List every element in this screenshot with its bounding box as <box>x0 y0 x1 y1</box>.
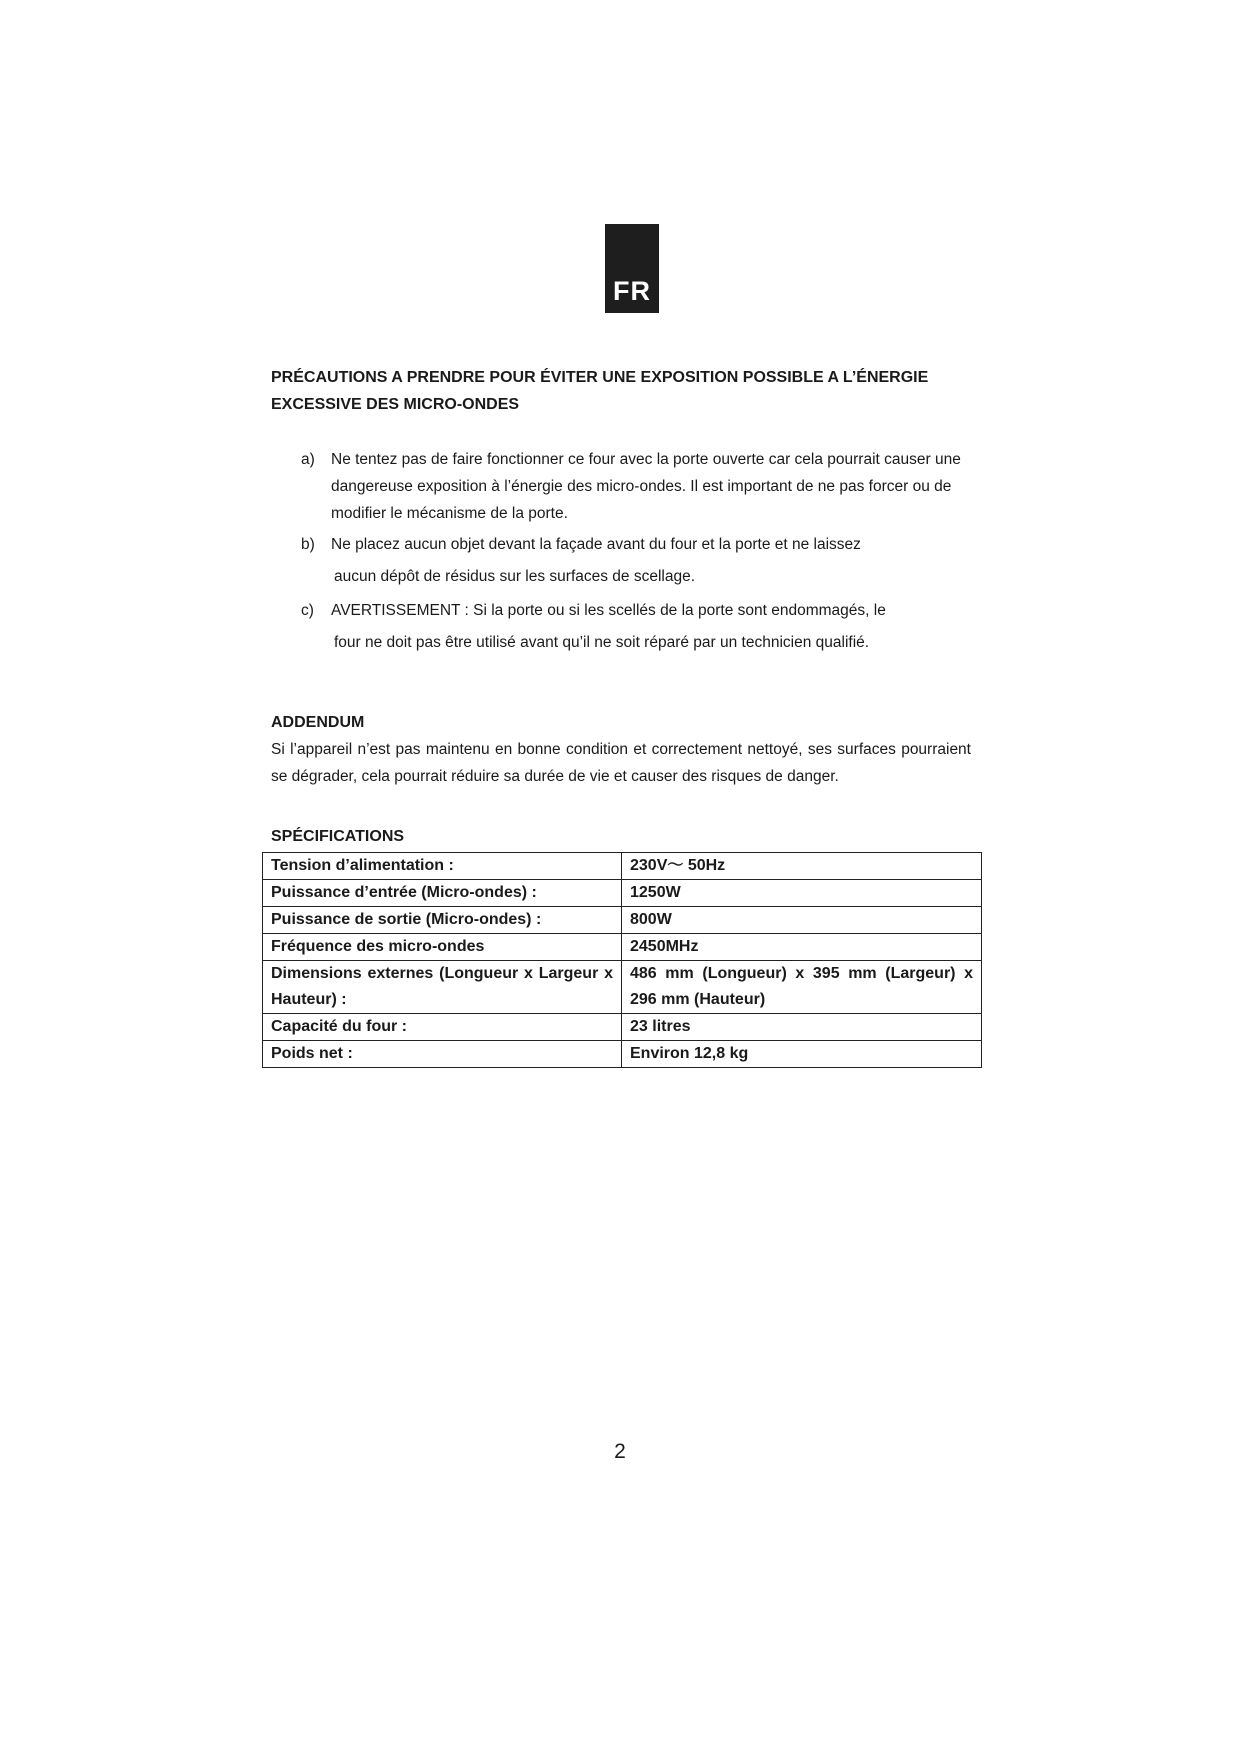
list-item-text-line1: AVERTISSEMENT : Si la porte ou si les scellés de la porte sont endommagés, le <box>331 602 886 619</box>
table-row <box>263 880 982 907</box>
list-item <box>271 529 971 593</box>
list-item-text: Ne tentez pas de faire fonctionner ce four avec la porte ouverte car cela pourrait causer une dangereuse exposition à l’énergie des micro-ondes. Il est important de ne pas forcer ou de modifier le mécanisme de la porte. <box>331 451 961 522</box>
list-item-marker: b) <box>301 536 315 553</box>
specifications-table <box>262 852 982 1068</box>
page-content <box>271 364 971 1068</box>
table-row <box>263 1041 982 1068</box>
table-row <box>263 907 982 934</box>
table-row <box>263 1014 982 1041</box>
addendum-title: ADDENDUM <box>271 714 365 731</box>
list-item-marker: a) <box>301 451 315 468</box>
spec-label: Puissance d’entrée (Micro-ondes) : <box>263 880 622 907</box>
language-badge: FR <box>605 224 659 313</box>
table-row <box>263 853 982 880</box>
spec-label: Capacité du four : <box>263 1014 622 1041</box>
list-item <box>271 446 971 527</box>
spec-value: 1250W <box>622 880 982 907</box>
spec-value: 800W <box>622 907 982 934</box>
spec-value: 23 litres <box>622 1014 982 1041</box>
spec-label: Fréquence des micro-ondes <box>263 934 622 961</box>
spec-value: 486 mm (Longueur) x 395 mm (Largeur) x 296 mm (Hauteur) <box>622 961 982 1014</box>
list-item-text-line2: four ne doit pas être utilisé avant qu’il ne soit réparé par un technicien qualifié. <box>334 634 870 651</box>
specifications-section <box>271 823 971 1068</box>
page-number: 2 <box>614 1440 626 1463</box>
spec-label: Tension d’alimentation : <box>263 853 622 880</box>
precautions-title-line2: EXCESSIVE DES MICRO-ONDES <box>271 396 520 413</box>
spec-label: Poids net : <box>263 1041 622 1068</box>
list-item-text-line1: Ne placez aucun objet devant la façade avant du four et la porte et ne laissez <box>331 536 861 553</box>
list-item <box>271 595 971 659</box>
precautions-title-line1: PRÉCAUTIONS A PRENDRE POUR ÉVITER UNE EXPOSITION POSSIBLE A L’ÉNERGIE <box>271 369 929 386</box>
precautions-list <box>271 446 971 659</box>
precautions-section <box>271 364 971 659</box>
table-row <box>263 934 982 961</box>
table-row <box>263 961 982 1014</box>
spec-label: Puissance de sortie (Micro-ondes) : <box>263 907 622 934</box>
specifications-title: SPÉCIFICATIONS <box>271 828 405 845</box>
addendum-section <box>271 709 971 790</box>
precautions-title <box>271 364 971 418</box>
list-item-text-line2: aucun dépôt de résidus sur les surfaces de scellage. <box>334 568 696 585</box>
addendum-text: Si l’appareil n’est pas maintenu en bonne condition et correctement nettoyé, ses surfaces pourraient se dégrader, cela pourrait réduire sa durée de vie et causer des risques de danger. <box>271 741 971 785</box>
spec-value: 230V～ 50Hz <box>622 853 982 880</box>
spec-value: 2450MHz <box>622 934 982 961</box>
spec-value: Environ 12,8 kg <box>622 1041 982 1068</box>
list-item-marker: c) <box>301 602 314 619</box>
spec-label: Dimensions externes (Longueur x Largeur x Hauteur) : <box>263 961 622 1014</box>
